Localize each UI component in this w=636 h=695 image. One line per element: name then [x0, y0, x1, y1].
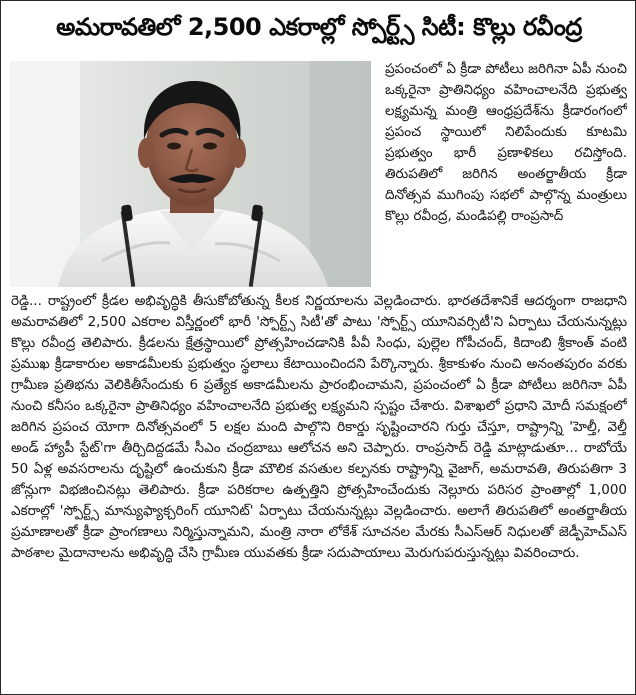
speaker-photo-illustration [10, 61, 371, 287]
headline: అమరావతిలో 2,500 ఎకరాల్లో స్పోర్ట్స్ సిటీ: కొల్లు రవీంద్ర [56, 13, 582, 41]
article-text-body: రెడ్డి... రాష్ట్రంలో క్రీడల అభివృద్ధికి తీసుకోబోతున్న కీలక నిర్ణయాలను వెల్లడించారు. భారతదేశానికే ఆదర్శంగా రాజధాని అమరావతిలో 2,500 ఎకరాల విస్తీర్ణంలో భారీ 'స్పోర్ట్స్ సిటీ'తో పాటు 'స్పోర్ట్స్ యూనివర్సిటీ'ని ఏర్పాటు చేయనున్నట్లు కొల్లు రవీంద్ర తెలిపారు. క్రీడలను క్షేత్రస్థాయిలో ప్రోత్సహించడానికి పీవీ సింధు, పుల్లెల గోపీచంద్, కిదాంబి శ్రీకాంత్ వంటి ప్రముఖ క్రీడాకారుల అకాడమీలకు ప్రభుత్వం స్థలాలు కేటాయించిందని పేర్కొన్నారు. శ్రీకాకుళం నుంచి అనంతపురం వరకు గ్రామీణ ప్రతిభను వెలికితీసేందుకు 6 ప్రత్యేక అకాడమీలను ప్రారంభించామని, ప్రపంచంలో ఏ క్రీడా పోటీలు జరిగినా ఏపీ నుంచి కనీసం ఒక్కరైనా ప్రాతినిధ్యం వహించాలనేది ప్రభుత్వ లక్ష్యమని స్పష్టం చేశారు. విశాఖలో ప్రధాని మోదీ సమక్షంలో జరిగిన ప్రపంచ యోగా దినోత్సవంలో 5 లక్షల మంది పాల్గొని రికార్డు సృష్టించారని గుర్తు చేస్తూ, రాష్ట్రాన్ని 'హెల్తీ, వెల్తీ అండ్ హ్యాపీ స్టేట్'గా తీర్చిదిద్దడమే సీఎం చంద్రబాబు ఆలోచన అని చెప్పారు. రాంప్రసాద్ రెడ్డి మాట్లాడుతూ... రాబోయే 50 ఏళ్ల అవసరాలను దృష్టిలో ఉంచుకుని క్రీడా మౌలిక వసతుల కల్పనకు రాష్ట్రాన్ని వైజాగ్, అమరావతి, తిరుపతిగా 3 జోన్లుగా విభజించినట్లు తెలిపారు. క్రీడా పరికరాల ఉత్పత్తిని ప్రోత్సహించేందుకు నెల్లూరు పరిసర ప్రాంతాల్లో 1,000 ఎకరాల్లో 'స్పోర్ట్స్ మాన్యుఫ్యాక్చరింగ్ యూనిట్' ఏర్పాటు చేయనున్నట్లు వెల్లడించారు. అలాగే తిరుపతిలో అంతర్జాతీయ ప్రమాణాలతో క్రీడా ప్రాంగణాలు నిర్మిస్తున్నామని, మంత్రి నారా లోకేశ్ సూచనల మేరకు సీఎస్ఆర్ నిధులతో జెడ్పీహెచ్ఎస్ పాఠశాల మైదానాలను అభివృద్ధి చేసి గ్రామీణ యువతకు క్రీడా సదుపాయాలు మెరుగుపరుస్తున్నట్లు వివరించారు. [11, 293, 627, 561]
article-text-column: ప్రపంచంలో ఏ క్రీడా పోటీలు జరిగినా ఏపీ నుంచి ఒక్కరైనా ప్రాతినిధ్యం వహించాలనేది ప్రభుత్వ లక్ష్యమన్న మంత్రి ఆంధ్రప్రదేశ్‌ను క్రీడారంగంలో ప్రపంచ స్థాయిలో నిలిపేందుకు కూటమి ప్రభుత్వం భారీ ప్రణాళికలు రచిస్తోంది. తిరుపతిలో జరిగిన అంతర్జాతీయ క్రీడా దినోత్సవ ముగింపు సభలో పాల్గొన్న మంత్రులు కొల్లు రవీంద్ర, మండిపల్లి రాంప్రసాద్ [385, 61, 627, 224]
speaker-photo [10, 61, 371, 287]
